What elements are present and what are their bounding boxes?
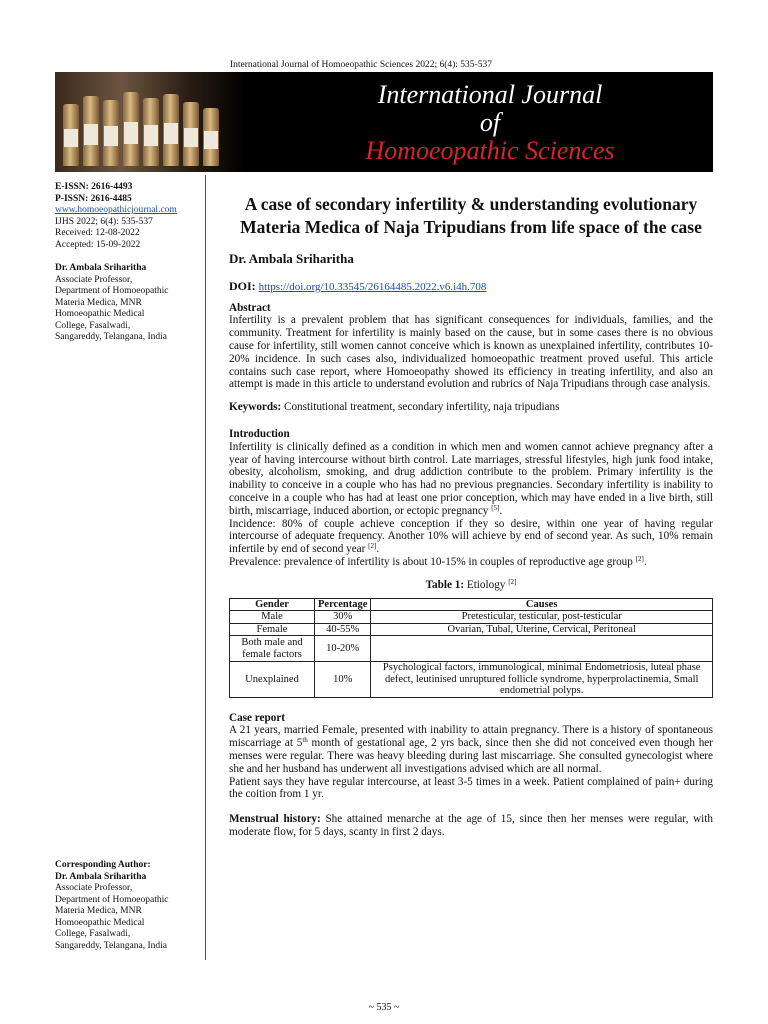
accepted-date: Accepted: 15-09-2022 xyxy=(55,239,141,250)
table-cell: Pretesticular, testicular, post-testicular xyxy=(371,611,713,624)
table-row xyxy=(230,662,713,698)
article-title: A case of secondary infertility & understanding evolutionary Materia Medica of Naja Tripudians from life space of the case xyxy=(240,194,702,237)
table-cell: 10% xyxy=(315,662,371,698)
corresponding-author xyxy=(55,860,205,952)
journal-website-link[interactable]: www.homoeopathicjournal.com xyxy=(55,205,177,215)
citation-ref: [5] xyxy=(491,503,500,512)
table-cell: 40-55% xyxy=(315,623,371,636)
banner-title-line1: International Journal xyxy=(377,80,603,109)
corresponding-affiliation-line: Sangareddy, Telangana, India xyxy=(55,940,167,951)
introduction-paragraph: Infertility is clinically defined as a condition in which men and women cannot achieve pregnancy after a year of having intercourse without birth control. Late marriages, stressful lifestyles, high junk food intake, obesity, alcoholism, smoking, and drug addiction contribute to the problem. Primary infertility is the inability to conceive in a couple who has had no previous pregnancies. Secondary infertility is inability to conceive in a couple who has had at least one prior conception, which may have ended in a live birth, still birth, miscarriage, induced abortion, or ectopic pregnancy [5]. xyxy=(229,440,713,517)
author-affiliation-line: Sangareddy, Telangana, India xyxy=(55,332,167,342)
table-caption-label: Table 1: xyxy=(425,578,465,591)
banner-title-line2: of xyxy=(479,108,501,137)
abstract-text: Infertility is a prevalent problem that has significant consequences for individuals, families, and the community. Treatment for infertility is mainly based on the cause, but in some cases there is no obvious cause for infertility, still women cannot conceive which is known as unexplained infertility, contributes 10-20% incidence. In such cases also, individualized homoeopathic treatment proved useful. This article contains such case report, where Homoeopathy showed its efficiency in treating infertility, and also an attempt is made in this article to understand evolution and rubrics of Naja Tripudians through case analysis. xyxy=(229,314,713,391)
citation-ref: [2] xyxy=(508,577,517,586)
introduction-heading: Introduction xyxy=(229,427,290,440)
table-header-cell: Percentage xyxy=(315,598,371,611)
doi-link[interactable]: https://doi.org/10.33545/26164485.2022.v6.i4h.708 xyxy=(258,280,487,293)
corresponding-affiliation-line: College, Fasalwadi, xyxy=(55,929,131,939)
table-cell: 10-20% xyxy=(315,636,371,662)
page-number: ~ 535 ~ xyxy=(368,1002,400,1013)
table-caption-text: Etiology xyxy=(466,578,506,591)
table-row xyxy=(230,636,713,662)
corresponding-heading: Corresponding Author: xyxy=(55,860,151,870)
case-report-heading: Case report xyxy=(229,711,286,724)
running-head: International Journal of Homoeopathic Sciences 2022; 6(4): 535-537 xyxy=(230,60,492,70)
citation-ref: [2] xyxy=(635,554,644,563)
article-author: Dr. Ambala Sriharitha xyxy=(229,251,354,266)
eissn: E-ISSN: 2616-4493 xyxy=(55,182,133,192)
table-row xyxy=(230,623,713,636)
corresponding-affiliation-line: Department of Homoeopathic xyxy=(55,894,169,905)
keywords-text: Constitutional treatment, secondary infertility, naja tripudians xyxy=(284,401,560,414)
doi-label: DOI: xyxy=(229,278,256,293)
banner-title-line3: Homoeopathic Sciences xyxy=(365,136,615,165)
corresponding-name: Dr. Ambala Sriharitha xyxy=(55,871,147,882)
abstract-heading: Abstract xyxy=(229,301,271,314)
menstrual-history-text: She attained menarche at the age of 15, since then her menses were regular, with moderate flow, for 5 days, scanty in first 2 days. xyxy=(229,813,713,838)
article-info-sidebar xyxy=(55,182,205,344)
author-affiliation-line: College, Fasalwadi, xyxy=(55,320,131,331)
author-affiliation-line: Associate Professor, xyxy=(55,274,133,285)
author-name: Dr. Ambala Sriharitha xyxy=(55,263,147,273)
table-caption xyxy=(229,579,713,592)
keywords-label: Keywords: xyxy=(229,401,282,414)
author-affiliation-line: Materia Medica, MNR xyxy=(55,297,142,308)
table-cell: Male xyxy=(230,611,315,624)
table-cell: Both male and female factors xyxy=(230,636,315,662)
pissn: P-ISSN: 2616-4485 xyxy=(55,193,132,204)
table-cell: Ovarian, Tubal, Uterine, Cervical, Peritoneal xyxy=(371,623,713,636)
table-cell: Psychological factors, immunological, minimal Endometriosis, luteal phase defect, leutinised unruptured follicle syndrome, hyperprolactinemia, Small endometrial polyps. xyxy=(371,662,713,698)
table-header-cell: Causes xyxy=(371,598,713,611)
medicine-bottles-photo xyxy=(55,72,245,172)
etiology-table xyxy=(229,598,713,698)
table-header-cell: Gender xyxy=(230,598,315,611)
table-header-row xyxy=(230,598,713,611)
table-cell: Unexplained xyxy=(230,662,315,698)
prevalence-paragraph: Prevalence: prevalence of infertility is about 10-15% in couples of reproductive age group [2]. xyxy=(229,554,647,568)
citation-ref: [2] xyxy=(368,542,377,551)
menstrual-history-label: Menstrual history: xyxy=(229,813,321,826)
case-report-paragraph: A 21 years, married Female, presented with inability to attain pregnancy. There is a history of spontaneous miscarriage at 5th month of gestational age, 2 yrs back, since then she did not conceived even though her menses were regular. There was heavy bleeding during last miscarriage. She consulted gynecologist where she and her husband has underwent all investigations advised which are all normal. xyxy=(229,724,713,775)
sidebar-divider xyxy=(205,175,206,960)
doi xyxy=(229,280,713,294)
journal-banner xyxy=(55,72,713,172)
case-report-paragraph: Patient says they have regular intercourse, at least 3-5 times in a week. Patient complained of pain+ during the coition from 1 yr. xyxy=(229,775,713,801)
citation: IJHS 2022; 6(4): 535-537 xyxy=(55,216,153,227)
corresponding-affiliation-line: Associate Professor, xyxy=(55,883,133,893)
article-body xyxy=(229,193,713,839)
keywords xyxy=(229,401,713,414)
received-date: Received: 12-08-2022 xyxy=(55,228,140,238)
table-cell: 30% xyxy=(315,611,371,624)
table-row xyxy=(230,611,713,624)
table-cell xyxy=(371,636,713,662)
author-affiliation-line: Homoeopathic Medical xyxy=(55,309,145,319)
incidence-paragraph: Incidence: 80% of couple achieve conception if they so desire, within one year of having regular intercourse of adequate frequency. Another 10% will achieve by end of second year. As such, 10% remain infertile by end of second year [2]. xyxy=(229,517,713,556)
table-cell: Female xyxy=(230,623,315,636)
author-affiliation-line: Department of Homoeopathic xyxy=(55,286,169,296)
corresponding-affiliation-line: Materia Medica, MNR xyxy=(55,906,142,916)
corresponding-affiliation-line: Homoeopathic Medical xyxy=(55,917,145,928)
menstrual-history xyxy=(229,813,713,839)
